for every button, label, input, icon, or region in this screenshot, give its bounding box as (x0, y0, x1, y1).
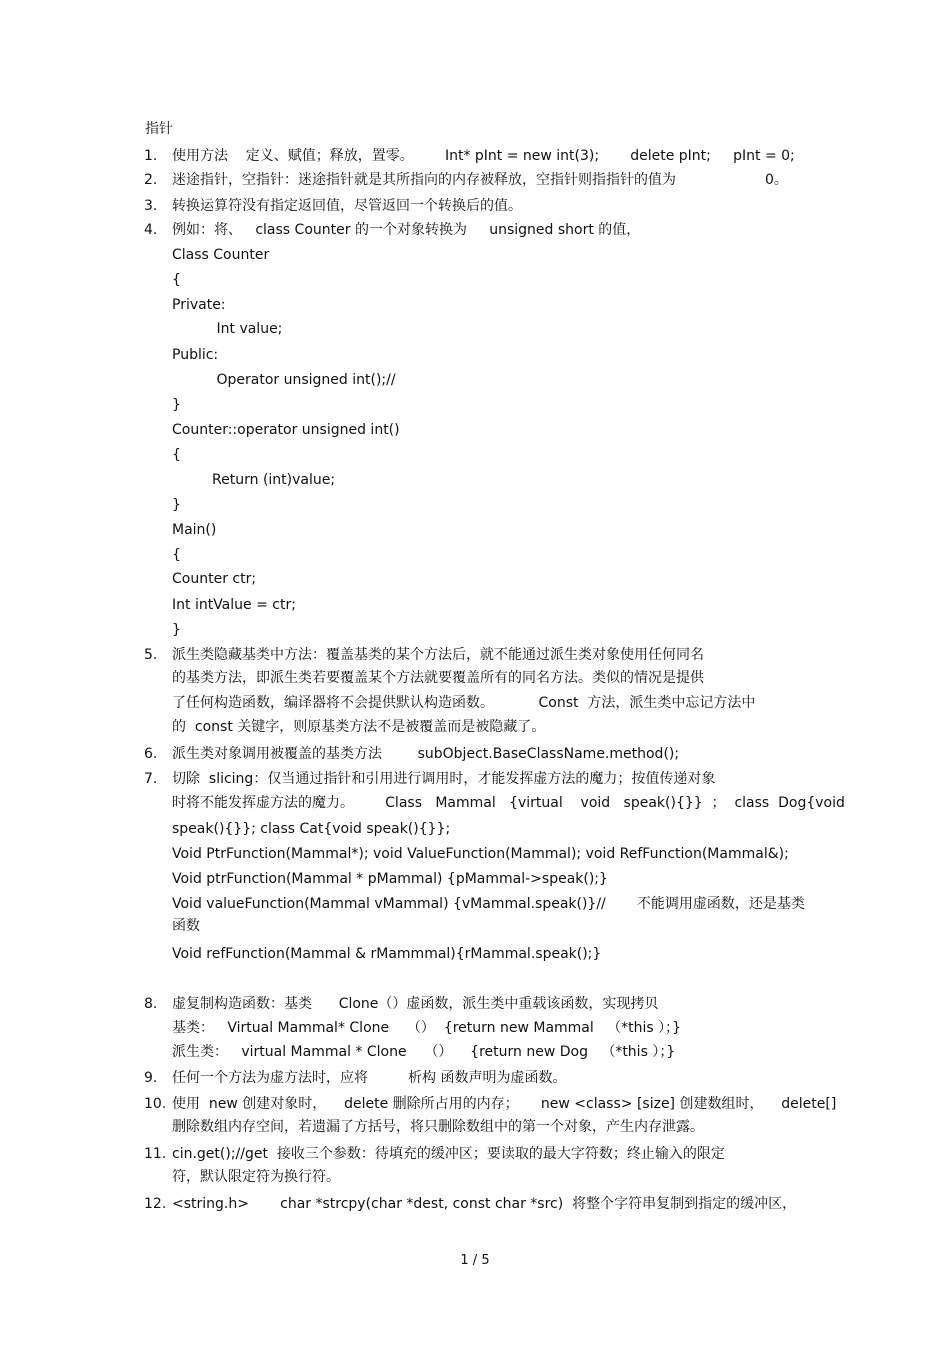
item-line: 派生类隐藏基类中方法：覆盖基类的某个方法后，就不能通过派生类对象使用任何同名 (172, 647, 704, 663)
item-line: 的基类方法，即派生类若要覆盖某个方法就要覆盖所有的同名方法。类似的情况是提供 (172, 670, 704, 686)
code-line: Void PtrFunction(Mammal*); void ValueFunction(Mammal); void RefFunction(Mammal&); (172, 846, 789, 862)
item-number: 11. (144, 1146, 167, 1162)
item-number: 10. (144, 1096, 167, 1112)
code-line: Counter ctr; (172, 571, 257, 587)
code-line: Void refFunction(Mammal & rMammmal){rMammal.speak();} (172, 946, 602, 962)
code-line: Return (int)value; (172, 472, 336, 488)
code-line: Operator unsigned int();// (172, 372, 396, 388)
code-line: speak(){}}; class Cat{void speak(){}}; (172, 821, 451, 837)
code-line: { (172, 547, 181, 563)
item-line: 时将不能发挥虚方法的魔力。 Class Mammal {virtual void speak(){}} ； class Dog{void (172, 795, 845, 811)
code-line: Counter::operator unsigned int() (172, 422, 400, 438)
item-line: <string.h> char *strcpy(char *dest, const char *src) 将整个字符串复制到指定的缓冲区， (172, 1196, 797, 1212)
code-line: { (172, 447, 181, 463)
code-line: } (172, 497, 181, 513)
item-line: 迷途指针，空指针：迷途指针就是其所指向的内存被释放，空指针则指指针的值为 0。 (172, 172, 788, 188)
code-line: Public: (172, 347, 219, 363)
item-number: 2. (144, 172, 158, 188)
item-line: cin.get();//get 接收三个参数：待填充的缓冲区；要读取的最大字符数；终止输入的限定 (172, 1146, 725, 1162)
code-line: } (172, 622, 181, 638)
item-line: 了任何构造函数，编译器将不会提供默认构造函数。 Const 方法，派生类中忘记方法中 (172, 695, 756, 711)
code-line: Private: (172, 297, 226, 313)
section-title: 指针 (145, 121, 173, 137)
code-line: { (172, 272, 181, 288)
code-line: Int intValue = ctr; (172, 597, 296, 613)
item-line: 使用 new 创建对象时， delete 删除所占用的内存； new <class> [size] 创建数组时， delete[] (172, 1096, 837, 1112)
item-number: 12. (144, 1196, 167, 1212)
item-line: 派生类对象调用被覆盖的基类方法 subObject.BaseClassName.method(); (172, 746, 680, 762)
item-line: 转换运算符没有指定返回值，尽管返回一个转换后的值。 (172, 198, 522, 214)
code-line: Void ptrFunction(Mammal * pMammal) {pMammal->speak();} (172, 871, 608, 887)
item-line: 虚复制构造函数：基类 Clone（）虚函数，派生类中重载该函数，实现拷贝 (172, 996, 659, 1012)
code-line: 函数 (172, 918, 200, 934)
code-line: 基类： Virtual Mammal* Clone （） {return new Mammal （*this ）；} (172, 1020, 682, 1036)
item-line: 符，默认限定符为换行符。 (172, 1169, 340, 1185)
item-number: 9. (144, 1070, 158, 1086)
item-line: 的 const 关键字，则原基类方法不是被覆盖而是被隐藏了。 (172, 719, 546, 735)
code-line: Class Counter (172, 247, 270, 263)
item-line: 例如：将、 class Counter 的一个对象转换为 unsigned short 的值， (172, 222, 641, 238)
code-line: Void valueFunction(Mammal vMammal) {vMammal.speak()}// 不能调用虚函数，还是基类 (172, 896, 805, 912)
item-number: 1. (144, 148, 158, 164)
code-line: Int value; (172, 321, 283, 337)
item-number: 7. (144, 771, 158, 787)
item-line: 删除数组内存空间，若遗漏了方括号，将只删除数组中的第一个对象，产生内存泄露。 (172, 1119, 704, 1135)
item-line: 使用方法 定义、赋值；释放，置零。 Int* pInt = new int(3); delete pInt; pInt = 0; (172, 148, 795, 164)
page-number: 1 / 5 (460, 1253, 490, 1268)
item-number: 3. (144, 198, 158, 214)
code-line: 派生类： virtual Mammal * Clone （） {return new Dog （*this ）；} (172, 1044, 676, 1060)
item-line: 任何一个方法为虚方法时，应将 析构 函数声明为虚函数。 (172, 1070, 567, 1086)
item-number: 4. (144, 222, 158, 238)
item-number: 8. (144, 996, 158, 1012)
item-line: 切除 slicing：仅当通过指针和引用进行调用时，才能发挥虚方法的魔力；按值传递对象 (172, 771, 716, 787)
item-number: 5. (144, 647, 158, 663)
code-line: } (172, 397, 181, 413)
item-number: 6. (144, 746, 158, 762)
code-line: Main() (172, 522, 217, 538)
